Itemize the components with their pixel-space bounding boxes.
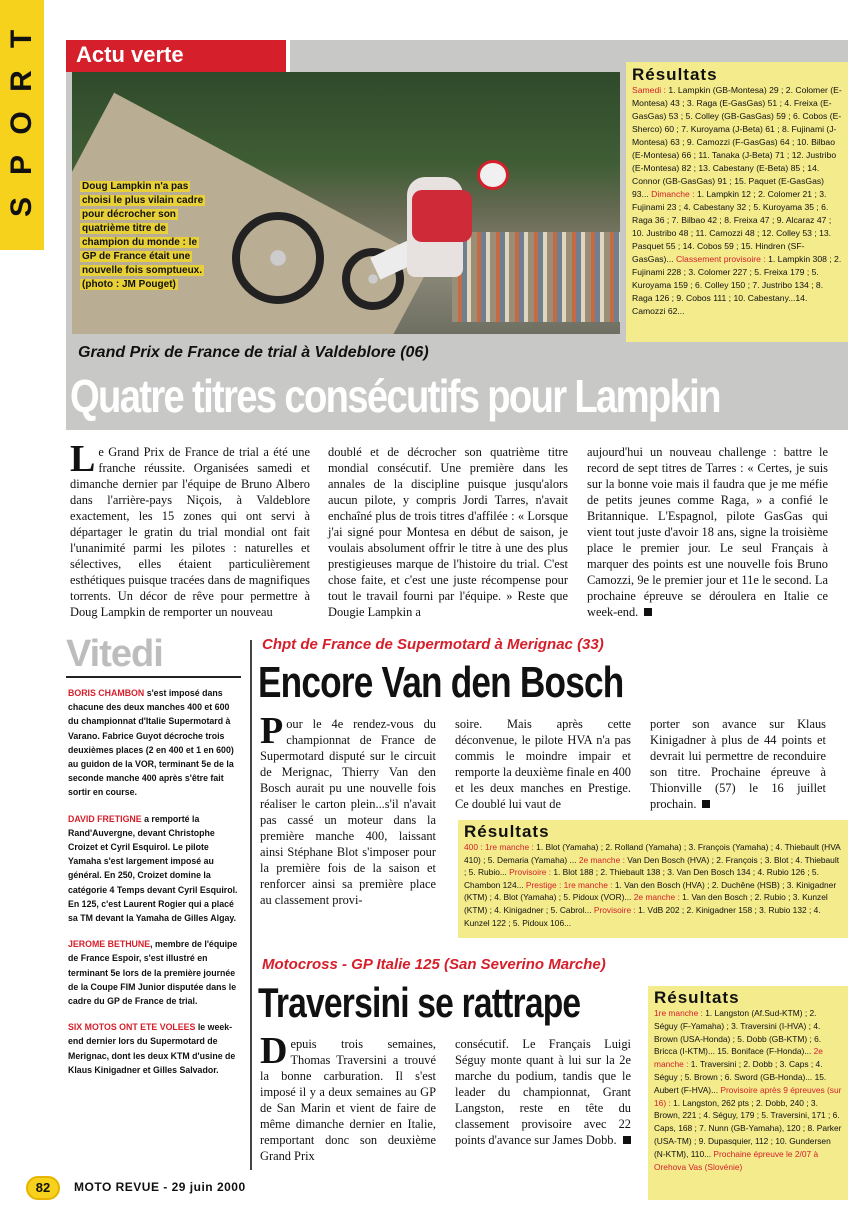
rear-wheel-icon: [232, 212, 324, 304]
rider-shirt-shape: [412, 190, 472, 242]
article-headline: Traversini se rattrape: [258, 979, 581, 1026]
crowd-shape: [452, 232, 620, 322]
article-column: Depuis trois semaines, Thomas Traversini a trouvé la bonne carburation. Il s'est imposé il y a deux semaines au GP de San Marin et vient de faire de même dimanche dernier en Italie, remportant donc son deuxième Grand Prix: [260, 1030, 436, 1163]
article-column: doublé et de décrocher son quatrième titre mondial consécutif. Une première dans les annales de la discipline puisque jusqu'alors aucun pilote, y compris Jordi Tarres, n'avait enchaîné plus de trois titres d'affilée : « Lorsque j'ai signé pour Montesa en début de saison, je voulais absolument offrir le titre à une des plus prestigieuses marque de l'histoire du trial. C'est chose faite, et c'est une juste récompense pour tout le travail fourni par l'équipe. » Reste que Dougie Lampkin a: [328, 445, 568, 619]
sidebar-title: Vitedi: [66, 633, 163, 675]
section-letter: S: [5, 197, 38, 218]
results-title: Résultats: [464, 822, 550, 841]
section-letter: O: [5, 111, 38, 135]
results-text: 400 : 1re manche : 1. Blot (Yamaha) ; 2. Rolland (Yamaha) ; 3. François (Yamaha) ; 4. Thiebault (HVA 410) ; 5. Demaria (Yamaha) ... 2e manche : Van Den Bosch (HVA) ; 2. François ; 3. Blot ; 4. Thiebault ; 5. Rubio... Provisoire : 1. Blot 188 ; 2. Thiebault 138 ; 3. Van Den Bosch 134 ; 4. Rubio 126 ; 5. Chambon 124... Prestige : 1re manche : 1. Van den Bosch (HVA) ; 2. Duchêne (HSB) ; 3. Kinigadner (KTM) ; 4. Blot (Yamaha) ; 5. Pidoux (VOR)... 2e manche : 1. Van den Bosch ; 2. Rubio ; 3. Kunzel (KTM) ; 4. Kinigadner ; 5. Cabrol... Provisoire : 1. VdB 202 ; 2. Kinigadner 158 ; 3. Rubio 132 ; 4. Kunzel 122 ; 5. Pidoux 106...: [464, 842, 841, 928]
drop-cap: P: [260, 710, 284, 752]
results-text: Samedi : 1. Lampkin (GB-Montesa) 29 ; 2. Colomer (E-Montesa) 43 ; 3. Raga (E-GasGas) 51 ; 4. Freixa (E-GasGas) 53 ; 5. Colley (GB-GasGas) 59 ; 6. Cobos (E-Sherco) 60 ; 7. Kuroyama (J-Beta) 61 ; 8. Fujinami (J-Montesa) 63 ; 9. Camozzi (F-GasGas) 64 ; 10. Bilbao (E-Montesa) 66 ; 11. Tanaka (J-Beta) 71 ; 12. Justribo (E-Montesa) 82 ; 13. Cabestany (E-Beta) 85 ; 14. Connor (GB-GasGas) 91 ; 15. Paquet (E-GasGas) 93... Dimanche : 1. Lampkin 12 ; 2. Colomer 21 ; 3. Fujinami 23 ; 4. Cabestany 32 ; 5. Kuroyama 35 ; 6. Raga 36 ; 7. Bilbao 42 ; 8. Freixa 47 ; 9. Alcaraz 47 ; 10. Justribo 48 ; 11. Camozzi 48 ; 12. Colley 53 ; 13. Pasquet 55 ; 14. Cobos 59 ; 15. Hindren (SF-GasGas)... Classement provisoire : 1. Lampkin 308 ; 2. Fujinami 228 ; 3. Colomer 227 ; 5. Freixa 179 ; 5. Kuroyama 159 ; 6. Colley 150 ; 7. Justribo 134 ; 8. Raga 126 ; 9. Cobos 111 ; 10. Cabestany...14. Camozzi 62...: [632, 85, 842, 316]
article-column: Le Grand Prix de France de trial a été une franche réussite. Organisées samedi et dimanche dernier par l'équipe de Bruno Albero dans l'arrière-pays Niçois, à Valdeblore exactement, les 15 zones qui ont servi à départager le gratin du trial mondial ont fait l'unanimité parmi les pilotes : naturelles et sélectives, elles étaient particulièrement esthétiques puisque tracées dans de magnifiques torrents. Un décor de rêve pour permettre à Doug Lampkin de remporter un nouveau: [70, 438, 310, 619]
section-letter: R: [5, 70, 38, 92]
brief-item: SIX MOTOS ONT ETE VOLEES le week-end dernier lors du Supermotard de Merignac, dont les deux KTM d'usine de Klaus Kinigadner et Gilles Salvador.: [68, 1022, 236, 1075]
results-box-supermotard: [458, 820, 848, 938]
article-column: consécutif. Le Français Luigi Séguy monte quant à lui sur la 2e marche du podium, tandis que le leader du championnat, Grant Langston, reste en tête du classement provisoire avec 22 points d'avance sur James Dobb.: [455, 1037, 631, 1147]
end-mark: [623, 1136, 631, 1144]
brief-item: JEROME BETHUNE, membre de l'équipe de France Espoir, s'est illustré en terminant 5e lors de la première journée de la Coupe FIM Junior disputée dans le cadre du GP de France de trial.: [68, 939, 238, 1007]
results-title: Résultats: [654, 988, 740, 1007]
article-column: Pour le 4e rendez-vous du championnat de France de Supermotard disputé sur le circuit de Merignac, Thierry Van den Bosch aurait pu une nouvelle fois réaliser le carton plein...s'il n'avait pas cassé un moteur dans la première manche 400, laissant ainsi Stéphane Blot s'imposer pour la première fois de la saison et renforcer ainsi sa première place au classement provi-: [260, 710, 436, 907]
helmet-icon: [477, 160, 509, 190]
article-column: porter son avance sur Klaus Kinigadner à plus de 44 points et devrait lui permettre de reconduire son titre. Prochaine épreuve à Thionville (57) le 16 juillet prochain.: [650, 717, 826, 811]
results-title: Résultats: [632, 65, 718, 84]
article-kicker: Chpt de France de Supermotard à Merignac (33): [262, 636, 604, 653]
news-briefs: [68, 686, 240, 1089]
brief-item: DAVID FRETIGNE a remporté la Rand'Auvergne, devant Christophe Croizet et Cyril Esquirol. Le pilote Yamaha s'est largement imposé au général. En 250, Croizet domine la catégorie 4 Temps devant Cyril Esquirol. En 125, c'est Laurent Rogier qui a placé sa TM devant la Yamaha de Gilles Algay.: [68, 813, 238, 924]
results-box-trial: [626, 62, 848, 342]
section-tag: Actu verte: [66, 40, 290, 72]
article-kicker: Grand Prix de France de trial à Valdeblore (06): [78, 344, 429, 361]
end-mark: [702, 800, 710, 808]
brief-item: BORIS CHAMBON s'est imposé dans chacune des deux manches 400 et 600 du championnat d'Italie Supermotard à Varano. Fabrice Guyot décroche trois deuxièmes places (2 en 400 et 1 en 600) au guidon de la VOR, terminant 5e de la seconde manche 400 après s'être fait sortir en course.: [68, 688, 234, 798]
section-letter: P: [5, 155, 38, 176]
end-mark: [644, 608, 652, 616]
article-column: soire. Mais après cette déconvenue, le pilote HVA n'a pas commis le moindre impair et remporte la deuxième finale en 400 et les deux manches en Prestige. Ce doublé lui vaut de: [455, 717, 631, 811]
photo-caption: Doug Lampkin n'a pas choisi le plus vilain cadre pour décrocher son quatrième titre de champion du monde : le GP de France était une nouvelle fois somptueux. (photo : JM Pouget): [82, 181, 204, 290]
drop-cap: L: [70, 438, 96, 480]
results-box-motocross: [648, 986, 848, 1200]
article-headline: Quatre titres consécutifs pour Lampkin: [70, 370, 720, 422]
drop-cap: D: [260, 1030, 288, 1072]
masthead-footer: MOTO REVUE - 29 juin 2000: [74, 1180, 246, 1194]
divider: [250, 640, 252, 1170]
article-kicker: Motocross - GP Italie 125 (San Severino Marche): [262, 956, 606, 973]
divider: [66, 676, 241, 678]
section-letter: T: [5, 29, 38, 49]
article-headline: Encore Van den Bosch: [258, 658, 624, 707]
results-text: 1re manche : 1. Langston (Af.Sud-KTM) ; 2. Séguy (F-Yamaha) ; 3. Traversini (I-HVA) ; 4. Brown (USA-Honda) ; 5. Dobb (GB-KTM) ; 6. Bricca (I-KTM)... 15. Boniface (F-Honda)... 2e manche : 1. Traversini ; 2. Dobb ; 3. Caps ; 4. Séguy ; 5. Brown ; 6. Sword (GB-Honda)... 15. Aubert (F-HVA)... Provisoire après 9 épreuves (sur 16) : 1. Langston, 262 pts ; 2. Dobb, 240 ; 3. Brown, 221 ; 4. Séguy, 179 ; 5. Traversini, 171 ; 6. Caps, 168 ; 7. Nunn (GB-Yamaha), 120 ; 8. Parker (USA-TM) ; 9. Dupasquier, 112 ; 10. Gundersen (N-KTM), 110... Prochaine épreuve le 2/07 à Orehova Vas (Slovénie): [654, 1008, 842, 1172]
page-number: 82: [26, 1176, 60, 1200]
section-sidebar-bar: [0, 0, 44, 250]
article-column: aujourd'hui un nouveau challenge : battre le record de sept titres de Tarres : « Certes, je suis sur la bonne voie mais il faudra que je me méfie de petits jeunes comme Raga, » a confié le Britannique. L'Espagnol, pilote GasGas qui vient tout juste d'avoir 18 ans, signe la troisième place le premier jour. Le seul Français à marquer des points est une nouvelle fois Bruno Camozzi, 9e le premier jour et 11e le second. La prochaine épreuve se déroulera en Italie ce week-end.: [587, 445, 828, 619]
